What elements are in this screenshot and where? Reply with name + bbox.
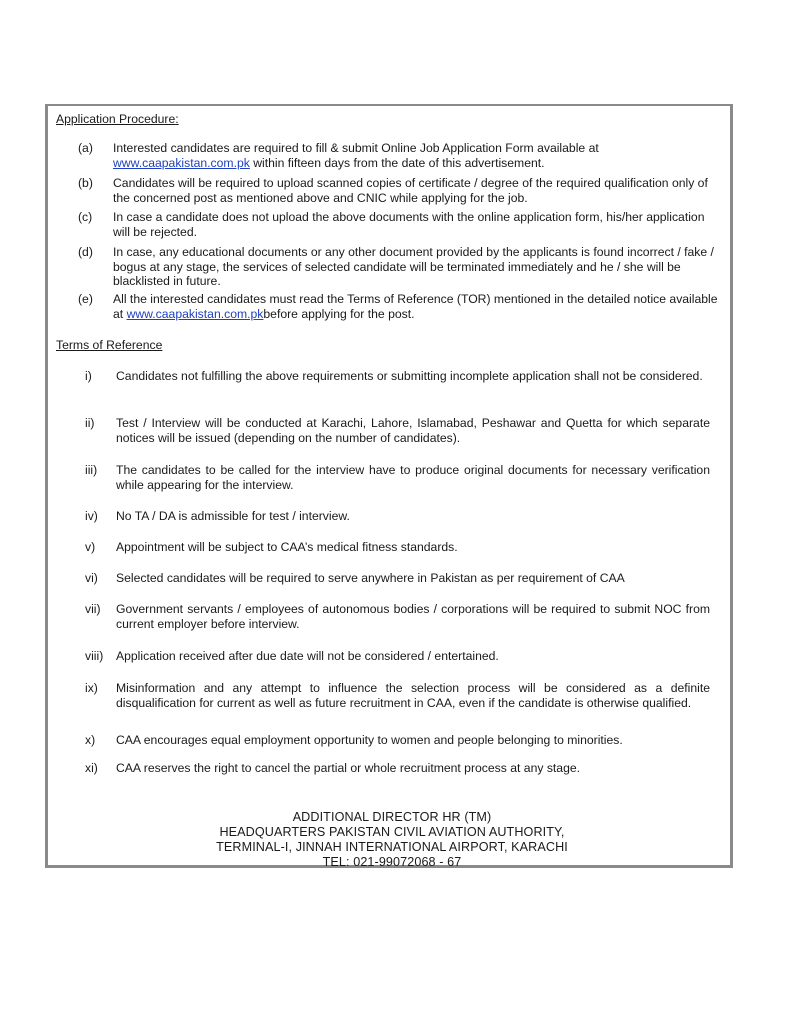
item-label: (e) xyxy=(78,292,93,306)
item-text: Selected candidates will be required to serve anywhere in Pakistan as per requirement of CAA xyxy=(116,571,625,585)
item-text xyxy=(113,292,718,321)
item-label: viii) xyxy=(85,649,104,663)
item-text: In case, any educational documents or any other document provided by the applicants is found incorrect / fake / bogus at any stage, the services of selected candidate will be terminated immediately and he / she will be blacklisted in future. xyxy=(113,245,714,288)
item-text: Misinformation and any attempt to influence the selection process will be considered as a definite disqualification for current as well as future recruitment in CAA, even if the candidate is otherwise qualified. xyxy=(116,681,710,710)
caa-website-link[interactable]: www.caapakistan.com.pk xyxy=(113,155,250,170)
item-label: xi) xyxy=(85,761,98,775)
item-text: Candidates not fulfilling the above requirements or submitting incomplete application shall not be considered. xyxy=(116,369,703,383)
item-label: (a) xyxy=(78,141,93,155)
item-label: iii) xyxy=(85,463,98,477)
item-label: vii) xyxy=(85,602,101,616)
item-label: v) xyxy=(85,540,96,554)
signature-address: TERMINAL-I, JINNAH INTERNATIONAL AIRPORT, KARACHI xyxy=(216,840,568,854)
terms-of-reference-heading: Terms of Reference xyxy=(56,338,163,352)
signature-block xyxy=(48,810,736,870)
item-label: iv) xyxy=(85,509,98,523)
signature-title: ADDITIONAL DIRECTOR HR (TM) xyxy=(292,810,492,824)
item-label: ix) xyxy=(85,681,98,695)
application-procedure-heading xyxy=(56,112,179,126)
item-text: CAA encourages equal employment opportunity to women and people belonging to minorities. xyxy=(116,733,623,747)
item-label: x) xyxy=(85,733,96,747)
item-label: (c) xyxy=(78,210,93,224)
item-text: Candidates will be required to upload scanned copies of certificate / degree of the required qualification only of the concerned post as mentioned above and CNIC while applying for the job. xyxy=(113,176,708,205)
signature-phone: TEL: 021-99072068 - 67 xyxy=(322,855,462,869)
caa-website-link[interactable]: www.caapakistan.com.pk xyxy=(126,306,264,321)
item-text: The candidates to be called for the interview have to produce original documents for necessary verification while appearing for the interview. xyxy=(116,463,710,492)
signature-organization: HEADQUARTERS PAKISTAN CIVIL AVIATION AUTHORITY, xyxy=(219,825,565,839)
heading-text: Application Procedure xyxy=(56,112,176,126)
item-text xyxy=(113,141,718,170)
item-text: In case a candidate does not upload the above documents with the online application form, his/her application will be rejected. xyxy=(113,210,705,239)
item-label: i) xyxy=(85,369,92,383)
item-text: Appointment will be subject to CAA’s medical fitness standards. xyxy=(116,540,458,554)
item-text-after: within fifteen days from the date of this advertisement. xyxy=(249,155,545,170)
notice-frame xyxy=(45,104,733,868)
item-text: Application received after due date will not be considered / entertained. xyxy=(116,649,499,663)
item-label: vi) xyxy=(85,571,98,585)
item-label: (b) xyxy=(78,176,93,190)
item-text: CAA reserves the right to cancel the partial or whole recruitment process at any stage. xyxy=(116,761,581,775)
item-text-before: Interested candidates are required to fill & submit Online Job Application Form available at xyxy=(113,141,599,155)
heading-colon: : xyxy=(175,112,179,126)
item-label: ii) xyxy=(85,416,95,430)
item-text-after: before applying for the post. xyxy=(263,306,415,321)
item-label: (d) xyxy=(78,245,93,259)
item-text-before: All the interested candidates must read the Terms of Reference (TOR) mentioned in the detailed notice available at xyxy=(113,292,718,321)
item-text: No TA / DA is admissible for test / interview. xyxy=(116,509,350,523)
item-text: Test / Interview will be conducted at Karachi, Lahore, Islamabad, Peshawar and Quetta for which separate notices will be issued (depending on the number of candidates). xyxy=(116,416,710,445)
item-text: Government servants / employees of autonomous bodies / corporations will be required to submit NOC from current employer before interview. xyxy=(116,602,710,631)
